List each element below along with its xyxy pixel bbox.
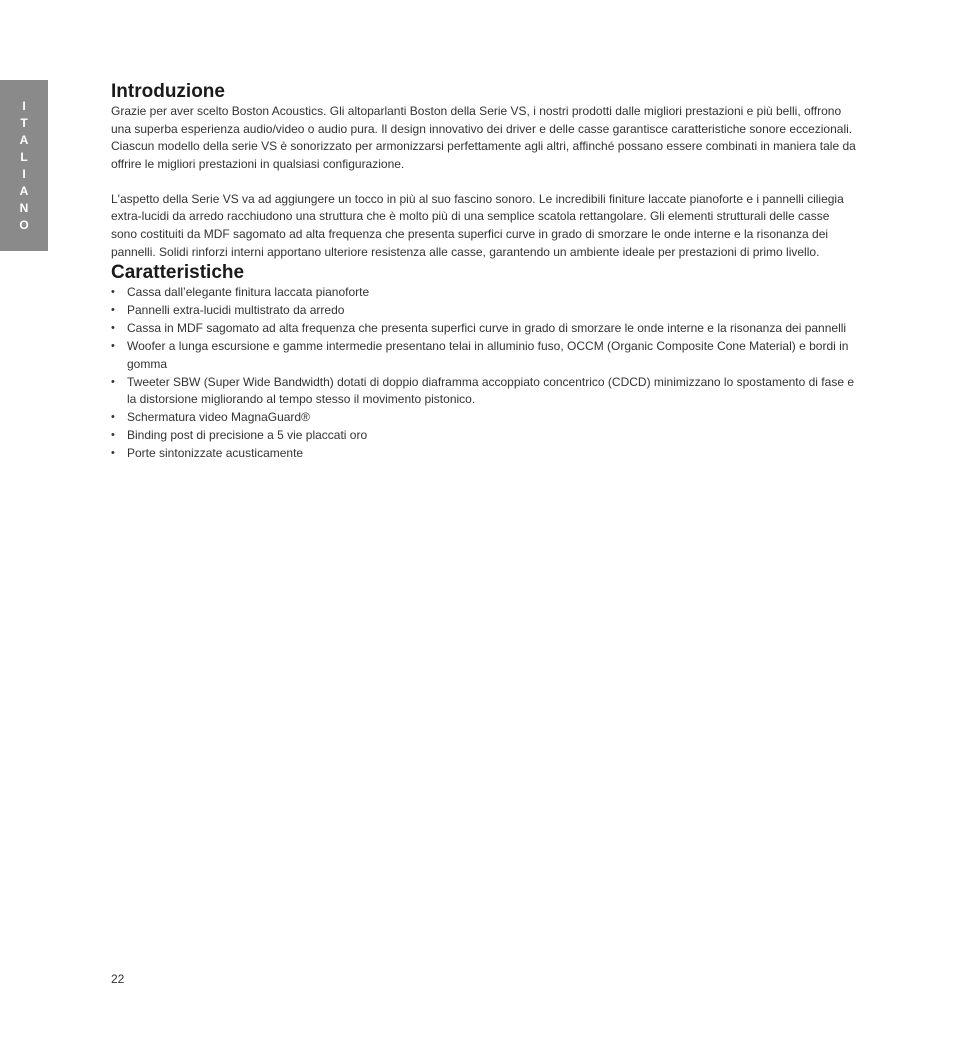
intro-title: Introduzione <box>111 81 225 102</box>
list-item <box>111 409 856 427</box>
features-list <box>111 284 856 463</box>
list-item-text: Pannelli extra-lucidi multistrato da arredo <box>127 303 345 318</box>
list-item-text: Schermatura video MagnaGuard® <box>127 410 310 425</box>
list-item <box>111 284 856 302</box>
features-title: Caratteristiche <box>111 262 245 284</box>
list-item-text: Porte sintonizzate acusticamente <box>127 446 304 461</box>
side-tab-letter: O <box>19 217 29 232</box>
side-tab-letter: N <box>19 200 29 215</box>
intro-paragraph: Grazie per aver scelto Boston Acoustics. Gli altoparlanti Boston della Serie VS, i nostri prodotti dalle migliori prestazioni e più belli, offrono una superba esperienza audio/video o audio pura. Il design innovativo dei driver e delle casse garantisce caratteristiche sonore eccezionali. Ciascun modello della serie VS è sonorizzato per armonizzarsi perfettamente agli altri, affinché possano essere combinati in maniera tale da offrire le migliori prestazioni in qualsiasi configurazione. <box>111 104 856 171</box>
language-side-tab <box>0 80 48 251</box>
bullet-icon: • <box>111 304 115 317</box>
list-item <box>111 320 856 338</box>
side-tab-letter: I <box>22 166 26 181</box>
bullet-icon: • <box>111 322 115 335</box>
side-tab-letter: I <box>22 98 26 113</box>
list-item-text: Binding post di precisione a 5 vie placcati oro <box>127 428 368 443</box>
side-tab-letter: A <box>19 183 29 198</box>
bullet-icon: • <box>111 286 115 299</box>
list-item-text: Woofer a lunga escursione e gamme intermedie presentano telai in alluminio fuso, OCCM (Organic Composite Cone Material) e bordi in gomma <box>127 339 849 371</box>
list-item <box>111 445 856 463</box>
list-item-text: Cassa in MDF sagomato ad alta frequenza che presenta superfici curve in grado di smorzare le onde interne e la risonanza dei pannelli <box>127 321 847 336</box>
bullet-icon: • <box>111 375 115 388</box>
side-tab-letter: A <box>19 132 29 147</box>
intro-paragraph: L'aspetto della Serie VS va ad aggiungere un tocco in più al suo fascino sonoro. Le incredibili finiture laccate pianoforte e i pannelli ciliegia extra-lucidi da arredo racchiudono una struttura che è molto più di una semplice scatola rettangolare. Gli elementi strutturali delle casse sono costituiti da MDF sagomato ad alta frequenza che presenta superfici curve in grado di smorzare le onde interne e la risonanza dei pannelli. Solidi rinforzi interni apportano ulteriore resistenza alle casse, garantendo un ambiente ideale per prestazioni di primo livello. <box>111 191 844 259</box>
bullet-icon: • <box>111 429 115 442</box>
list-item <box>111 427 856 445</box>
bullet-icon: • <box>111 447 115 460</box>
list-item-text: Cassa dall’elegante finitura laccata pianoforte <box>127 285 370 300</box>
page-number: 22 <box>111 972 125 986</box>
page-content <box>111 80 856 463</box>
bullet-icon: • <box>111 340 115 353</box>
bullet-icon: • <box>111 411 115 424</box>
side-tab-letter: L <box>20 149 28 164</box>
list-item <box>111 338 856 373</box>
list-item <box>111 302 856 320</box>
list-item <box>111 374 856 409</box>
side-tab-letter: T <box>20 115 28 130</box>
list-item-text: Tweeter SBW (Super Wide Bandwidth) dotati di doppio diaframma accoppiato concentrico (CDCD) minimizzano lo spostamento di fase e la distorsione migliorando al tempo stesso il movimento pistonico. <box>127 374 854 407</box>
